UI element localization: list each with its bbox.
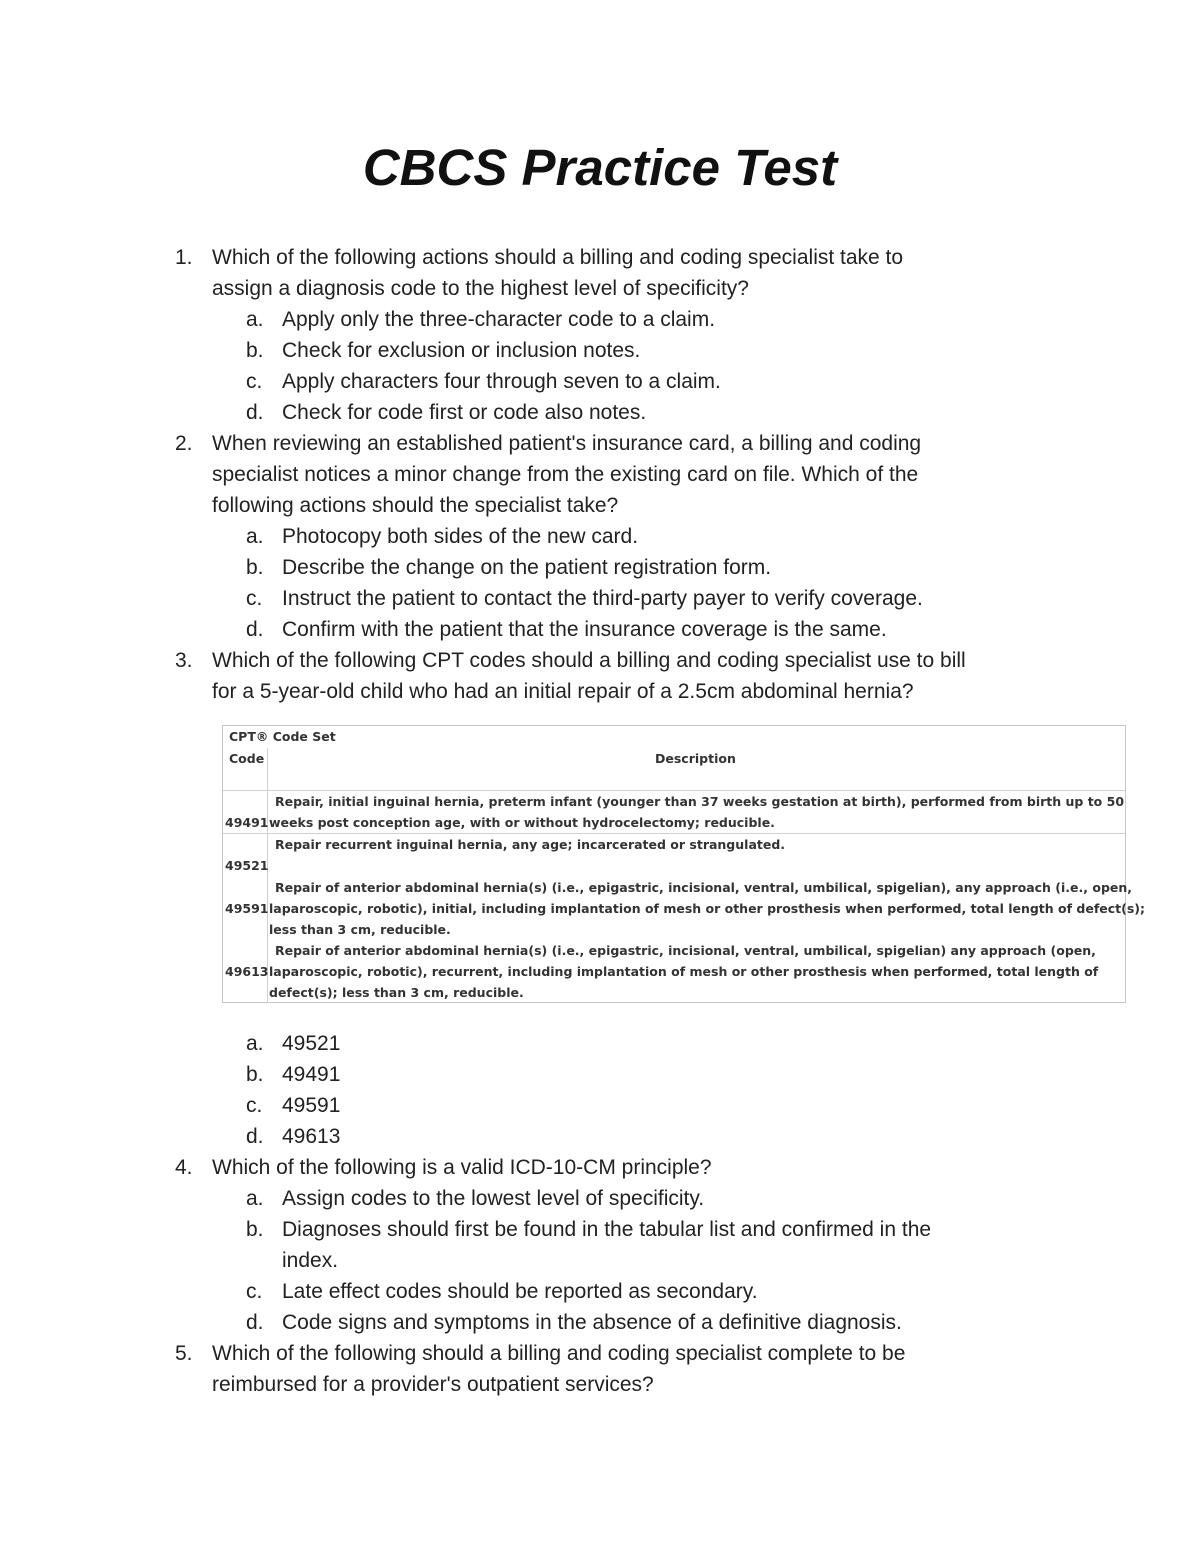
question-text: reimbursed for a provider's outpatient services? — [212, 1373, 654, 1396]
table-cell-code: 49491 — [225, 815, 269, 830]
option-letter: b. — [246, 556, 264, 579]
option-text: Check for exclusion or inclusion notes. — [282, 339, 641, 362]
option-letter: d. — [246, 1311, 264, 1334]
option-letter: a. — [246, 1032, 264, 1055]
question-number: 2. — [175, 432, 193, 455]
question-text: Which of the following should a billing and coding specialist complete to be — [212, 1342, 906, 1365]
question-number: 4. — [175, 1156, 193, 1179]
option-text: Instruct the patient to contact the third-party payer to verify coverage. — [282, 587, 923, 610]
option-text: Diagnoses should first be found in the tabular list and confirmed in the — [282, 1218, 932, 1241]
question-text: Which of the following CPT codes should a billing and coding specialist use to bill — [212, 649, 966, 672]
option-letter: c. — [246, 1280, 263, 1303]
option-letter: d. — [246, 1125, 264, 1148]
question-text: specialist notices a minor change from the existing card on file. Which of the — [212, 463, 919, 486]
option-letter: c. — [246, 1094, 263, 1117]
table-cell-description: Repair of anterior abdominal hernia(s) (i.e., epigastric, incisional, ventral, umbilical, spigelian) any approach (open, — [275, 943, 1096, 958]
option-letter: c. — [246, 587, 263, 610]
option-text: Apply only the three-character code to a claim. — [282, 308, 716, 331]
question-text: When reviewing an established patient's insurance card, a billing and coding — [212, 432, 922, 455]
option-text: Photocopy both sides of the new card. — [282, 525, 639, 548]
table-cell-code: 49591 — [225, 901, 269, 916]
option-text: Describe the change on the patient registration form. — [282, 556, 772, 579]
option-letter: d. — [246, 401, 264, 424]
table-cell-description: Repair recurrent inguinal hernia, any age; incarcerated or strangulated. — [275, 837, 786, 852]
option-text: Confirm with the patient that the insurance coverage is the same. — [282, 618, 887, 641]
table-cell-description: less than 3 cm, reducible. — [269, 922, 451, 937]
page-title: CBCS Practice Test — [362, 139, 838, 196]
option-text: 49491 — [282, 1063, 341, 1086]
option-text: Apply characters four through seven to a claim. — [282, 370, 721, 393]
question-text: following actions should the specialist take? — [212, 494, 619, 517]
table-header-code: Code — [229, 751, 265, 766]
table-header-description: Description — [655, 751, 736, 766]
table-cell-description: weeks post conception age, with or without hydrocelectomy; reducible. — [269, 815, 775, 830]
option-letter: a. — [246, 525, 264, 548]
table-cell-description: Repair, initial inguinal hernia, preterm infant (younger than 37 weeks gestation at birth), performed from birth up to 50 — [275, 794, 1125, 809]
question-text: assign a diagnosis code to the highest level of specificity? — [212, 277, 749, 300]
option-text: Check for code first or code also notes. — [282, 401, 647, 424]
question-text: Which of the following is a valid ICD-10-CM principle? — [212, 1156, 712, 1179]
cpt-code-set-table — [222, 725, 1146, 1003]
option-text: Assign codes to the lowest level of specificity. — [282, 1187, 705, 1210]
table-cell-code: 49613 — [225, 964, 269, 979]
table-cell-description: laparoscopic, robotic), recurrent, including implantation of mesh or other prosthesis when performed, total length of — [269, 964, 1099, 979]
question-number: 5. — [175, 1342, 193, 1365]
option-text: index. — [282, 1249, 339, 1272]
option-letter: c. — [246, 370, 263, 393]
option-text: 49591 — [282, 1094, 341, 1117]
table-cell-code: 49521 — [225, 858, 269, 873]
question-number: 3. — [175, 649, 193, 672]
table-cell-description: defect(s); less than 3 cm, reducible. — [269, 985, 524, 1000]
question-text: Which of the following actions should a billing and coding specialist take to — [212, 246, 904, 269]
table-cell-description: laparoscopic, robotic), initial, including implantation of mesh or other prosthesis when performed, total length of defect(s); — [269, 901, 1146, 916]
option-text: Code signs and symptoms in the absence of a definitive diagnosis. — [282, 1311, 902, 1334]
question-number: 1. — [175, 246, 193, 269]
table-cell-description: Repair of anterior abdominal hernia(s) (i.e., epigastric, incisional, ventral, umbilical, spigelian), any approach (i.e., open, — [275, 880, 1133, 895]
option-letter: a. — [246, 308, 264, 331]
option-letter: b. — [246, 1063, 264, 1086]
option-text: Late effect codes should be reported as secondary. — [282, 1280, 758, 1303]
option-letter: a. — [246, 1187, 264, 1210]
option-letter: b. — [246, 1218, 264, 1241]
option-letter: b. — [246, 339, 264, 362]
table-caption: CPT® Code Set — [229, 729, 336, 744]
option-text: 49521 — [282, 1032, 341, 1055]
option-letter: d. — [246, 618, 264, 641]
option-text: 49613 — [282, 1125, 341, 1148]
question-text: for a 5-year-old child who had an initial repair of a 2.5cm abdominal hernia? — [212, 680, 914, 703]
